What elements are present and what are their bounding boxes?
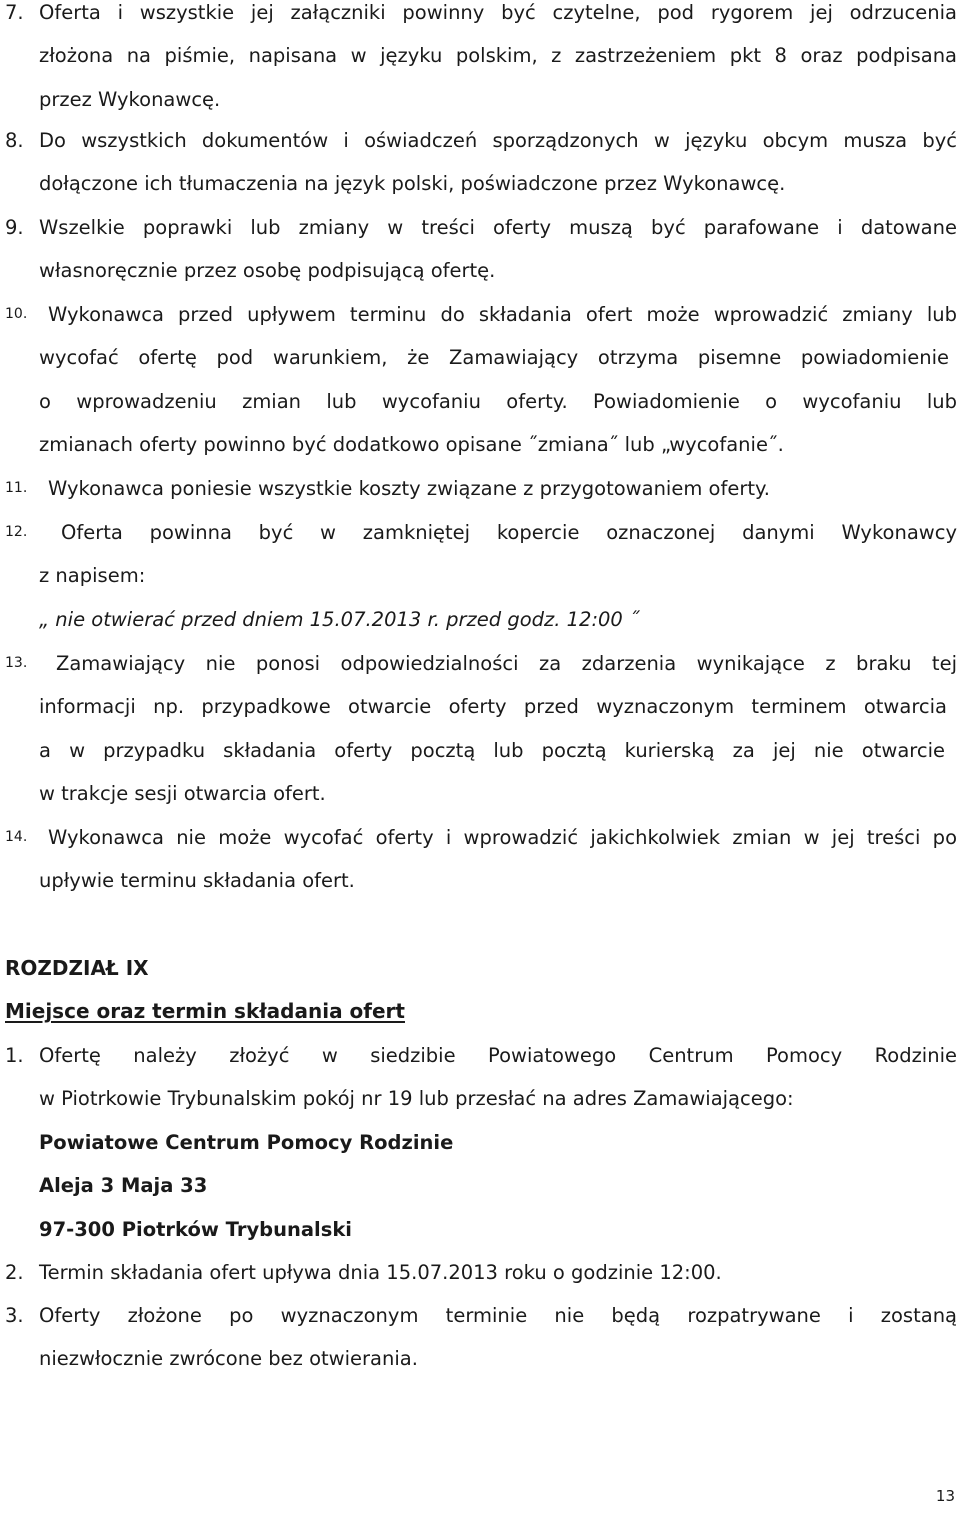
item-number: 2.	[5, 1261, 24, 1284]
item-text-line: o wprowadzeniu zmian lub wycofaniu oferty. Powiadomienie o wycofaniu lub	[39, 389, 957, 413]
item-text-line: informacji np. przypadkowe otwarcie oferty przed wyznaczonym terminem otwarcia	[39, 695, 947, 719]
item-text-line: w Piotrkowie Trybunalskim pokój nr 19 lub przesłać na adres Zamawiającego:	[39, 1087, 794, 1111]
page-number: 13	[935, 1487, 955, 1505]
item-text-line: Do wszystkich dokumentów i oświadczeń sporządzonych w języku obcym musza być	[39, 129, 957, 152]
item-text-line: w trakcje sesji otwarcia ofert.	[39, 782, 326, 806]
item-number: 14.	[5, 829, 28, 845]
item-number: 13.	[5, 655, 28, 671]
list-item-9	[5, 206, 957, 293]
item-number: 8.	[5, 129, 24, 152]
address-city: 97-300 Piotrków Trybunalski	[39, 1217, 352, 1241]
item-text-line: z napisem:	[39, 564, 146, 588]
list-item-11	[5, 467, 957, 510]
item-text-line: a w przypadku składania oferty pocztą lub pocztą kurierską za jej nie otwarcie	[39, 738, 945, 762]
address-street: Aleja 3 Maja 33	[39, 1174, 208, 1198]
item-text-line: własnoręcznie przez osobę podpisującą ofertę.	[39, 259, 496, 283]
chapter-subtitle: Miejsce oraz termin składania ofert	[5, 999, 405, 1023]
item-number: 12.	[5, 524, 28, 540]
item-text-line: zmianach oferty powinno być dodatkowo opisane ˝zmiana˝ lub „wycofanie˝.	[39, 433, 784, 457]
item-number: 3.	[5, 1304, 24, 1327]
item-text-line: Oferta powinna być w zamkniętej kopercie oznaczonej danymi Wykonawcy	[61, 521, 957, 544]
list-item-12	[5, 511, 957, 641]
item-text-line: „ nie otwierać przed dniem 15.07.2013 r. przed godz. 12:00 ˝	[39, 607, 639, 631]
list-item-7	[5, 0, 957, 121]
item-text-line: złożona na piśmie, napisana w języku polskim, z zastrzeżeniem pkt 8 oraz podpisana	[39, 44, 957, 68]
item-number: 10.	[5, 306, 28, 322]
chapter-title: ROZDZIAŁ IX	[5, 956, 149, 980]
item-number: 1.	[5, 1044, 24, 1067]
list-item-3	[5, 1294, 957, 1381]
item-text-line: Zamawiający nie ponosi odpowiedzialności za zdarzenia wynikające z braku tej	[56, 652, 957, 675]
item-text-line: Oferta i wszystkie jej załączniki powinny być czytelne, pod rygorem jej odrzucenia	[39, 1, 957, 24]
item-text-line: Wykonawca poniesie wszystkie koszty związane z przygotowaniem oferty.	[48, 477, 770, 500]
item-number: 9.	[5, 216, 24, 239]
list-item-14	[5, 816, 957, 903]
item-text-line: Termin składania ofert upływa dnia 15.07.2013 roku o godzinie 12:00.	[39, 1261, 722, 1284]
item-text-line: Oferty złożone po wyznaczonym terminie nie będą rozpatrywane i zostaną	[39, 1304, 957, 1327]
item-text-line: przez Wykonawcę.	[39, 87, 221, 111]
item-text-line: niezwłocznie zwrócone bez otwierania.	[39, 1347, 418, 1371]
item-text-line: wycofać ofertę pod warunkiem, że Zamawiający otrzyma pisemne powiadomienie	[39, 346, 949, 370]
item-text-line: Wykonawca nie może wycofać oferty i wprowadzić jakichkolwiek zmian w jej treści po	[48, 826, 957, 849]
list-item-1	[5, 1034, 957, 1251]
list-item-10	[5, 293, 957, 467]
item-number: 11.	[5, 480, 28, 496]
list-item-13	[5, 642, 957, 816]
item-number: 7.	[5, 1, 24, 24]
item-text-line: Wykonawca przed upływem terminu do składania ofert może wprowadzić zmiany lub	[48, 303, 957, 326]
address-name: Powiatowe Centrum Pomocy Rodzinie	[39, 1130, 454, 1154]
item-text-line: Ofertę należy złożyć w siedzibie Powiatowego Centrum Pomocy Rodzinie	[39, 1044, 957, 1067]
list-item-2	[5, 1251, 957, 1294]
item-text-line: dołączone ich tłumaczenia na język polski, poświadczone przez Wykonawcę.	[39, 172, 786, 196]
list-item-8	[5, 119, 957, 206]
item-text-line: upływie terminu składania ofert.	[39, 869, 355, 893]
item-text-line: Wszelkie poprawki lub zmiany w treści oferty muszą być parafowane i datowane	[39, 216, 957, 239]
